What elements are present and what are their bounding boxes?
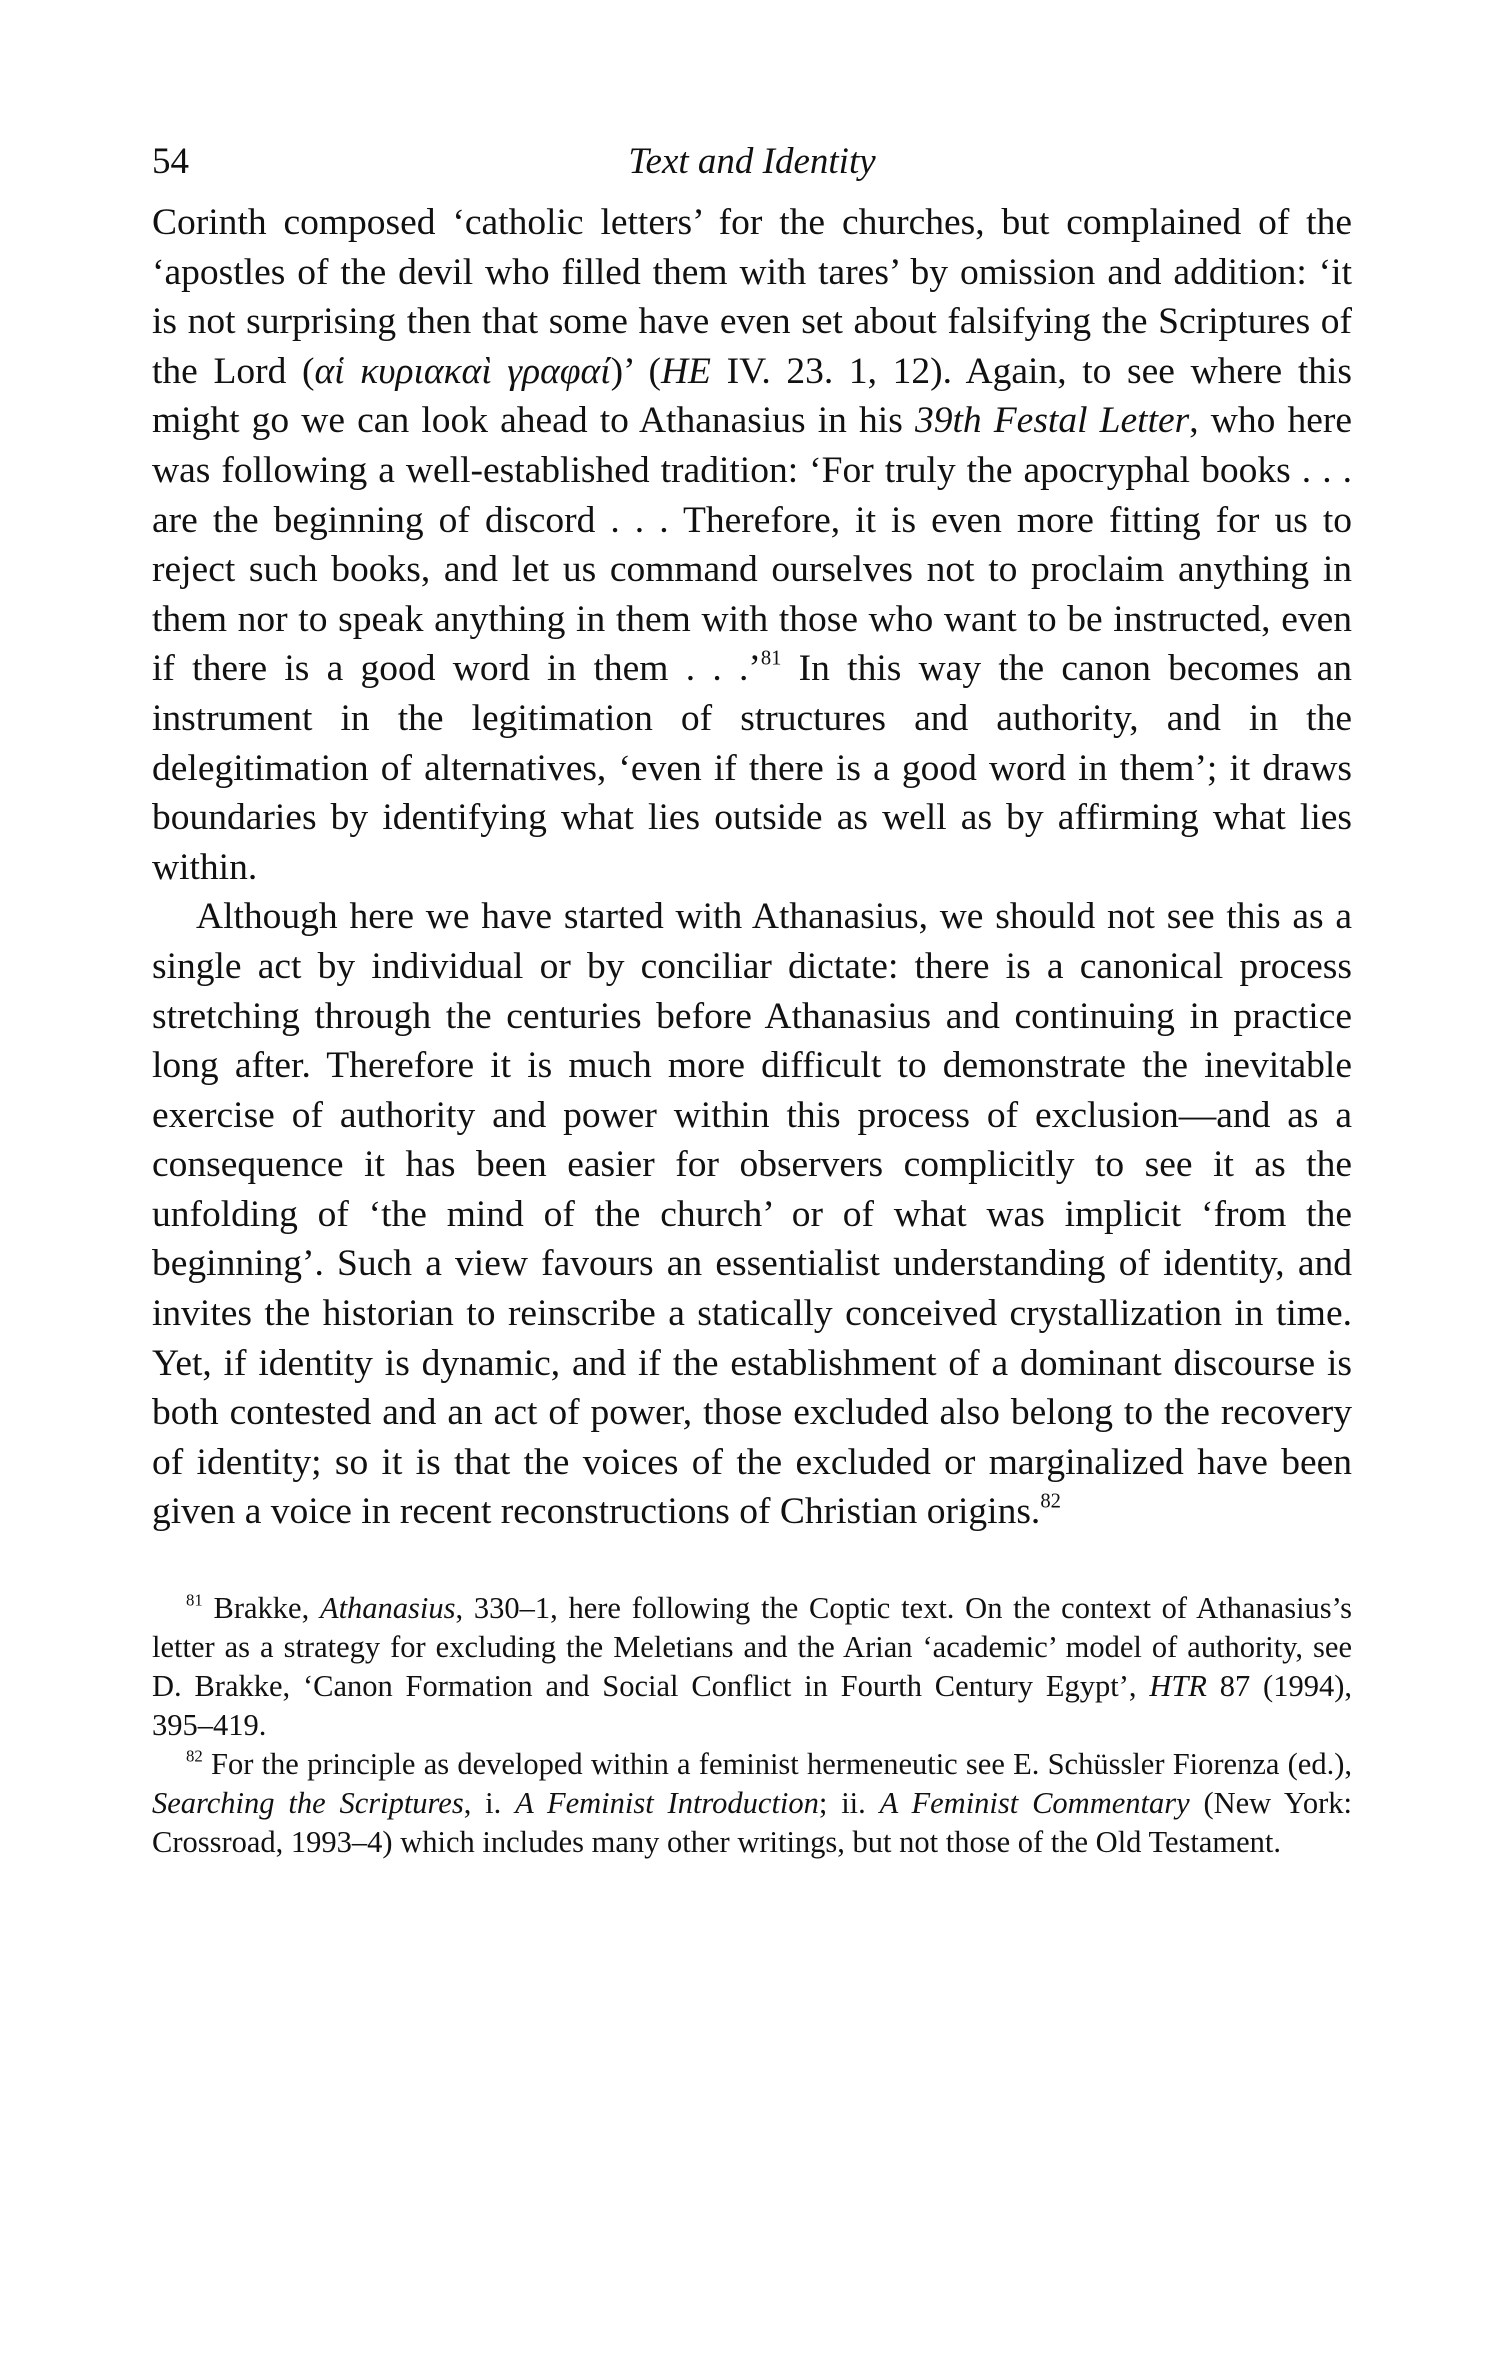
greek-phrase: αἱ κυριακαὶ γραφαί bbox=[314, 350, 611, 392]
footnote-marker: 81 bbox=[186, 1590, 203, 1610]
he-abbrev: HE bbox=[660, 350, 711, 392]
footnote-81 bbox=[152, 1589, 1352, 1745]
main-text bbox=[152, 198, 1352, 1537]
text-run: Although here we have started with Athanasius, we should not see this as a single act by individual or by conciliar dictate: there is a canonical process stretching through the centuries before Athanasius and continuing in practice long after. Therefore it is much more difficult to demonstrate the inevitable exercise of authority and power within this process of exclusion—and as a consequence it has been easier for observers complicitly to see it as the unfolding of ‘the mind of the church’ or of what was implicit ‘from the beginning’. Such a view favours an essentialist understanding of identity, and invites the historian to reinscribe a statically conceived crystallization in time. Yet, if identity is dynamic, and if the establishment of a dominant discourse is both contested and an act of power, those excluded also belong to the recovery of identity; so it is that the voices of the excluded or marginalized have been given a voice in recent reconstructions of Christian origins. bbox=[152, 896, 1352, 1533]
footnote-82 bbox=[152, 1745, 1352, 1862]
running-header bbox=[152, 130, 1352, 198]
text-run: , i. bbox=[463, 1786, 516, 1821]
footnote-ref-82: 82 bbox=[1040, 1490, 1061, 1513]
text-run: , 330–1, here following the Coptic text. On the context of Athanasius’s letter as a strategy for excluding the Meletians and the Arian ‘academic’ model of authority, see D. Brakke, ‘Canon Formation and Social Conflict in Fourth Century Egypt’, bbox=[152, 1591, 1353, 1704]
text-run: Corinth composed ‘catholic letters’ for the churches, but complained of the ‘apostles of the devil who filled them with tares’ by omission and addition: ‘it is not surprising then that some have even set about falsifying the Scriptures of the Lord ( bbox=[152, 202, 1352, 392]
book-page bbox=[152, 130, 1352, 1862]
cited-title: Searching the Scriptures bbox=[152, 1786, 464, 1821]
cited-title: A Feminist Introduction bbox=[515, 1786, 819, 1821]
cited-title: Athanasius bbox=[319, 1591, 456, 1626]
cited-title: A Feminist Commentary bbox=[879, 1786, 1190, 1821]
text-run: 87 (1994), 395–419. bbox=[152, 1669, 1352, 1743]
text-run: For the principle as developed within a feminist hermeneutic see E. Schüssler Fiorenza (ed.), bbox=[202, 1747, 1352, 1782]
footnote-ref-81: 81 bbox=[760, 647, 782, 670]
footnote-marker: 82 bbox=[186, 1746, 203, 1766]
text-run: )’ ( bbox=[610, 350, 661, 392]
text-run: IV. 23. 1, 12). Again, to see where this might go we can look ahead to Athanasius in his bbox=[152, 350, 1352, 442]
page-number: 54 bbox=[152, 141, 189, 182]
text-run: In this way the canon becomes an instrument in the legitimation of structures and authority, and in the delegitimation of alternatives, ‘even if there is a good word in them’; it draws boundaries by identifying what lies outside as well as by affirming what lies within. bbox=[152, 648, 1353, 888]
paragraph-1 bbox=[152, 198, 1352, 892]
text-run: ; ii. bbox=[818, 1786, 880, 1821]
text-run: , who here was following a well-established tradition: ‘For truly the apocryphal books . . . are the beginning of discord . . . Therefore, it is even more fitting for us to reject such books, and let us command ourselves not to proclaim anything in them nor to speak anything in them with those who want to be instructed, even if there is a good word in them . . .’ bbox=[152, 400, 1353, 690]
festal-letter-title: 39th Festal Letter bbox=[914, 400, 1190, 442]
paragraph-2 bbox=[152, 892, 1352, 1537]
footnotes bbox=[152, 1589, 1352, 1862]
text-run: Brakke, bbox=[202, 1591, 320, 1626]
journal-abbrev: HTR bbox=[1149, 1669, 1207, 1704]
running-title: Text and Identity bbox=[628, 141, 876, 182]
text-run: (New York: Crossroad, 1993–4) which includes many other writings, but not those of the Old Testament. bbox=[152, 1786, 1353, 1860]
